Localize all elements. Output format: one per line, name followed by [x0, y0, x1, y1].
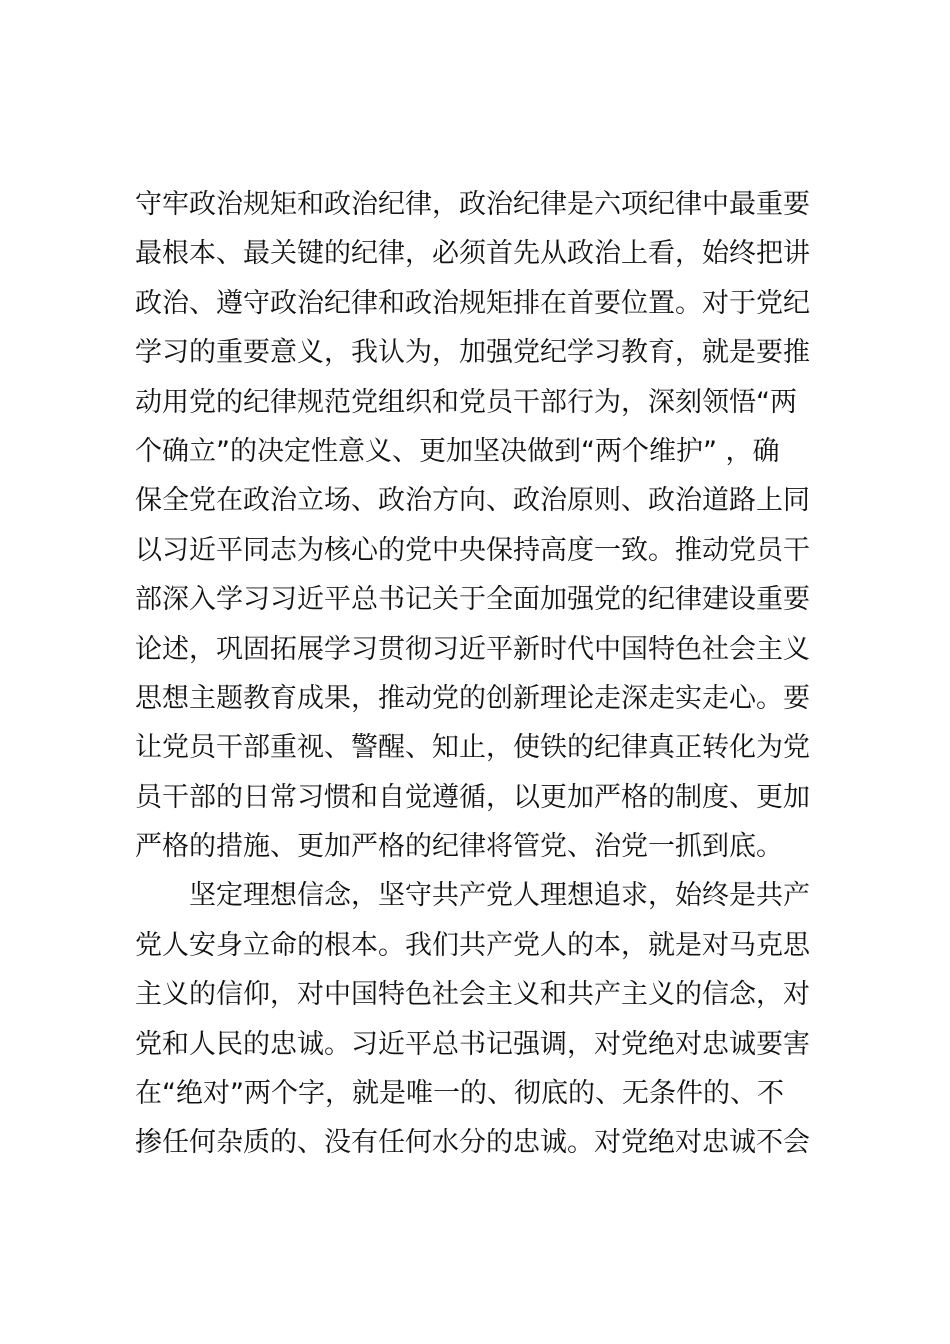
text-line: 动用党的纪律规范党组织和党员干部行为，深刻领悟“两 — [135, 386, 797, 418]
text-line: 掺任何杂质的、没有任何水分的忠诚。对党绝对忠诚不会 — [135, 1127, 810, 1159]
text-line: 以习近平同志为核心的党中央保持高度一致。推动党员干 — [135, 534, 810, 566]
text-line: 个确立”的决定性意义、更加坚决做到“两个维护” ，确 — [135, 435, 780, 467]
text-line: 在“绝对”两个字，就是唯一的、彻底的、无条件的、不 — [135, 1078, 784, 1110]
text-line: 党人安身立命的根本。我们共产党人的本，就是对马克思 — [135, 929, 810, 961]
document-body — [135, 180, 835, 1168]
text-line: 论述，巩固拓展学习贯彻习近平新时代中国特色社会主义 — [135, 633, 810, 665]
text-line: 员干部的日常习惯和自觉遵循，以更加严格的制度、更加 — [135, 781, 810, 813]
text-line: 最根本、最关键的纪律，必须首先从政治上看，始终把讲 — [135, 238, 810, 270]
text-line: 部深入学习习近平总书记关于全面加强党的纪律建设重要 — [135, 584, 810, 616]
text-line: 学习的重要意义，我认为，加强党纪学习教育，就是要推 — [135, 337, 810, 369]
text-line: 保全党在政治立场、政治方向、政治原则、政治道路上同 — [135, 485, 810, 517]
text-line: 让党员干部重视、警醒、知止，使铁的纪律真正转化为党 — [135, 732, 810, 764]
text-line: 政治、遵守政治纪律和政治规矩排在首要位置。对于党纪 — [135, 287, 810, 319]
text-line: 严格的措施、更加严格的纪律将管党、治党一抓到底。 — [135, 831, 783, 863]
text-line: 党和人民的忠诚。习近平总书记强调，对党绝对忠诚要害 — [135, 1028, 810, 1060]
text-line: 思想主题教育成果，推动党的创新理论走深走实走心。要 — [135, 682, 810, 714]
paragraph-start-line: 坚定理想信念，坚守共产党人理想追求，始终是共产 — [189, 880, 810, 912]
text-line: 主义的信仰，对中国特色社会主义和共产主义的信念，对 — [135, 979, 810, 1011]
text-line: 守牢政治规矩和政治纪律，政治纪律是六项纪律中最重要 — [135, 189, 810, 220]
